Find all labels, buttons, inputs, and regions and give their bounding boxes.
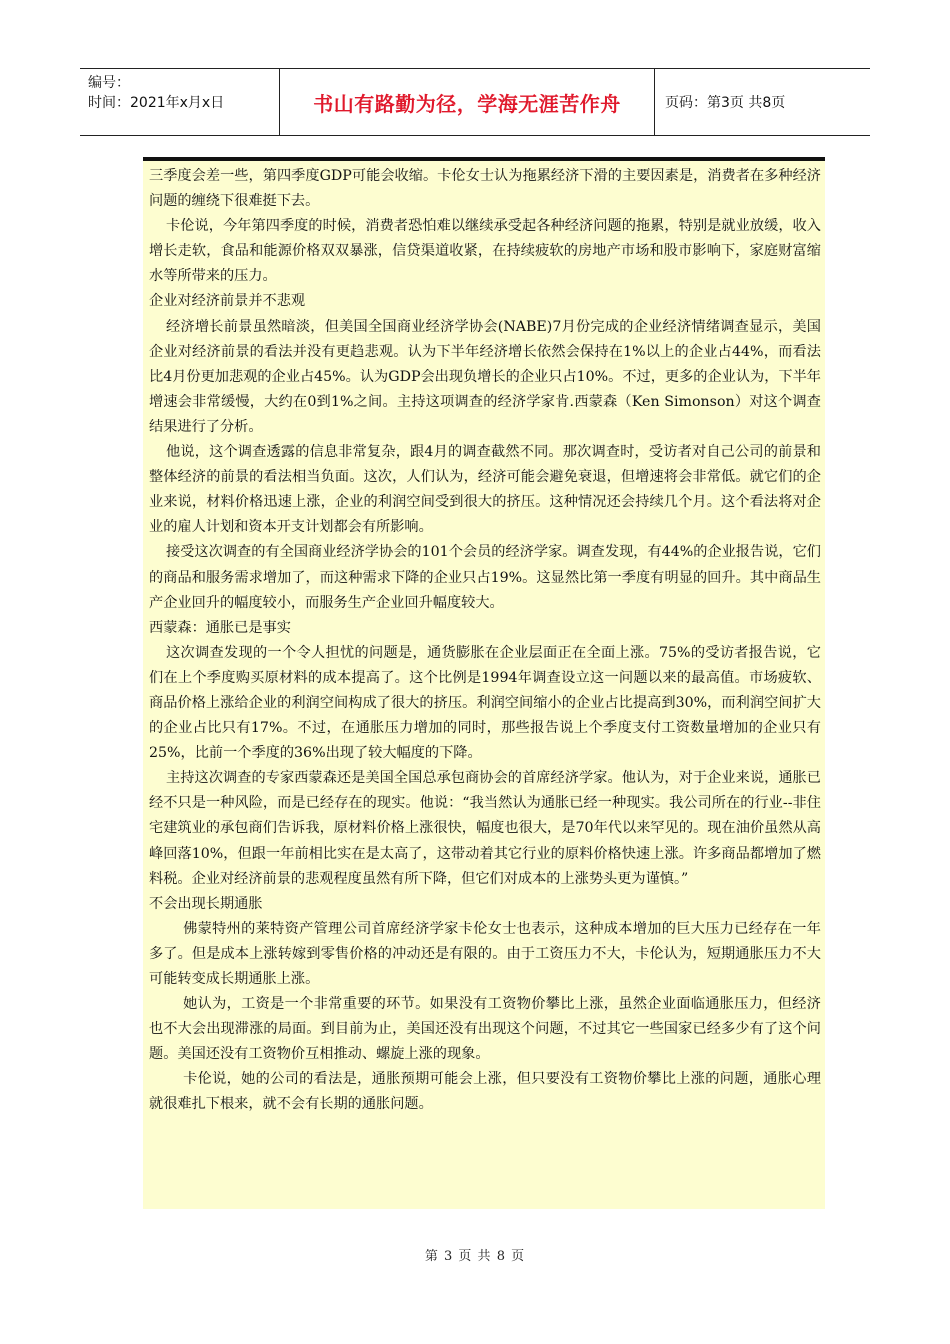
paragraph: 卡伦说，她的公司的看法是，通胀预期可能会上涨，但只要没有工资物价攀比上涨的问题，通胀心理就很难扎下根来，就不会有长期的通胀问题。 xyxy=(149,1071,821,1113)
section-heading: 企业对经济前景并不悲观 xyxy=(149,293,306,310)
header-motto: 书山有路勤为径，学海无涯苦作舟 xyxy=(280,69,655,135)
page-footer: 第 3 页 共 8 页 xyxy=(424,1249,526,1264)
article-body xyxy=(143,157,825,1209)
paragraph: 卡伦说，今年第四季度的时候，消费者恐怕难以继续承受起各种经济问题的拖累，特别是就业放缓，收入增长走软，食品和能源价格双双暴涨，信贷渠道收紧，在持续疲软的房地产市场和股市影响下，家庭财富缩水等所带来的压力。 xyxy=(149,218,821,285)
header-meta xyxy=(80,69,280,135)
paragraph: 他说，这个调查透露的信息非常复杂，跟4月的调查截然不同。那次调查时，受访者对自己公司的前景和整体经济的前景的看法相当负面。这次，人们认为，经济可能会避免衰退，但增速将会非常低。就它们的企业来说，材料价格迅速上涨，企业的利润空间受到很大的挤压。这种情况还会持续几个月。这个看法将对企业的雇人计划和资本开支计划都会有所影响。 xyxy=(149,444,821,536)
paragraph: 接受这次调查的有全国商业经济学协会的101个会员的经济学家。调查发现，有44%的企业报告说，它们的商品和服务需求增加了，而这种需求下降的企业只占19%。这显然比第一季度有明显的回升。其中商品生产企业回升的幅度较小，而服务生产企业回升幅度较大。 xyxy=(149,544,821,611)
paragraph: 佛蒙特州的莱特资产管理公司首席经济学家卡伦女士也表示，这种成本增加的巨大压力已经存在一年多了。但是成本上涨转嫁到零售价格的冲动还是有限的。由于工资压力不大，卡伦认为，短期通胀压力不大可能转变成长期通胀上涨。 xyxy=(149,920,821,987)
header-page-info: 页码：第3页 共8页 xyxy=(665,95,786,111)
page-header xyxy=(80,68,870,136)
paragraph: 三季度会差一些，第四季度GDP可能会收缩。卡伦女士认为拖累经济下滑的主要因素是，消费者在多种经济问题的缠绕下很难挺下去。 xyxy=(149,168,821,210)
paragraph: 经济增长前景虽然暗淡，但美国全国商业经济学协会(NABE)7月份完成的企业经济情绪调查显示，美国企业对经济前景的看法并没有更趋悲观。认为下半年经济增长依然会保持在1%以上的企业占44%，而看法比4月份更加悲观的企业占45%。认为GDP会出现负增长的企业只占10%。不过，更多的企业认为，下半年增速会非常缓慢，大约在0到1%之间。主持这项调查的经济学家肯.西蒙森（Ken Simonson）对这个调查结果进行了分析。 xyxy=(149,318,821,435)
paragraph: 主持这次调查的专家西蒙森还是美国全国总承包商协会的首席经济学家。他认为，对于企业来说，通胀已经不只是一种风险，而是已经存在的现实。他说：“我当然认为通胀已经一种现实。我公司所在的行业--非住宅建筑业的承包商们告诉我，原材料价格上涨很快，幅度也很大，是70年代以来罕见的。现在油价虽然从高峰回落10%，但跟一年前相比实在是太高了，这带动着其它行业的原料价格快速上涨。许多商品都增加了燃料税。企业对经济前景的悲观程度虽然有所下降，但它们对成本的上涨势头更为谨慎。” xyxy=(149,770,821,887)
section-heading: 不会出现长期通胀 xyxy=(149,895,263,912)
document-date: 时间：2021年x月x日 xyxy=(88,95,225,111)
paragraph: 她认为，工资是一个非常重要的环节。如果没有工资物价攀比上涨，虽然企业面临通胀压力，但经济也不大会出现滞涨的局面。到目前为止，美国还没有出现这个问题，不过其它一些国家已经多少有了这个问题。美国还没有工资物价互相推动、螺旋上涨的现象。 xyxy=(149,996,821,1063)
paragraph: 这次调查发现的一个令人担忧的问题是，通货膨胀在企业层面正在全面上涨。75%的受访者报告说，它们在上个季度购买原材料的成本提高了。这个比例是1994年调查设立这一问题以来的最高值。市场疲软、商品价格上涨给企业的利润空间构成了很大的挤压。利润空间缩小的企业占比提高到30%，而利润空间扩大的企业占比只有17%。不过，在通胀压力增加的同时，那些报告说上个季度支付工资数量增加的企业只有25%，比前一个季度的36%出现了较大幅度的下降。 xyxy=(149,644,821,762)
section-heading: 西蒙森：通胀已是事实 xyxy=(149,619,291,636)
document-number-label: 编号： xyxy=(88,75,130,91)
